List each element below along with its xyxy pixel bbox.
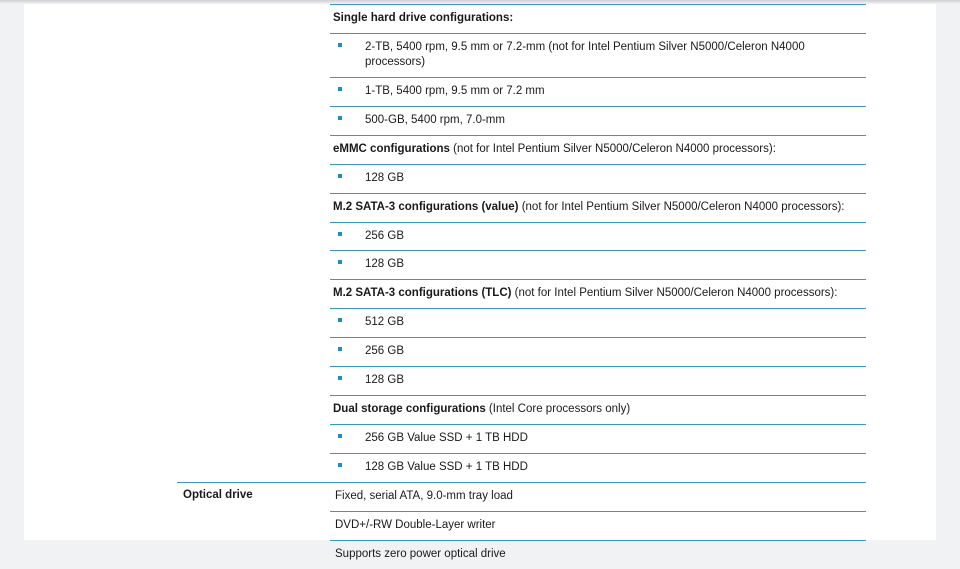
row-heading-note: (not for Intel Pentium Silver N5000/Celeron N4000 processors):	[449, 142, 776, 155]
row-text: 128 GB	[365, 258, 404, 271]
table-row	[330, 453, 866, 482]
row-text: 500-GB, 5400 rpm, 7.0-mm	[365, 113, 505, 126]
spec-group-label-storage	[177, 4, 330, 482]
row-text: 256 GB	[365, 229, 404, 242]
table-row	[330, 540, 866, 569]
table-row	[330, 279, 866, 308]
page-top-shadow	[0, 0, 960, 4]
row-heading: M.2 SATA-3 configurations (TLC)	[333, 287, 512, 300]
spec-group-content-storage	[330, 4, 866, 482]
table-row	[330, 222, 866, 251]
row-text: 128 GB	[365, 374, 404, 387]
row-heading-note: (not for Intel Pentium Silver N5000/Celeron N4000 processors):	[511, 287, 838, 300]
row-heading: Dual storage configurations	[333, 403, 486, 416]
table-row	[330, 193, 866, 222]
table-row	[330, 511, 866, 540]
table-row	[330, 77, 866, 106]
table-row	[330, 337, 866, 366]
table-row	[330, 135, 866, 164]
row-text: Supports zero power optical drive	[335, 547, 506, 560]
table-row	[330, 424, 866, 453]
row-text: 512 GB	[365, 316, 404, 329]
row-heading: Single hard drive configurations:	[333, 12, 514, 24]
row-text: 128 GB	[365, 171, 404, 184]
row-heading: eMMC configurations	[333, 142, 450, 155]
row-text: DVD+/-RW Double-Layer writer	[335, 518, 496, 531]
bullet-icon	[338, 116, 342, 120]
row-text: 2-TB, 5400 rpm, 9.5 mm or 7.2-mm (not for Intel Pentium Silver N5000/Celeron N4000 processors)	[365, 40, 805, 68]
row-text: 256 GB	[365, 345, 404, 358]
row-text: 256 GB Value SSD + 1 TB HDD	[365, 432, 528, 445]
row-text: 128 GB Value SSD + 1 TB HDD	[365, 461, 528, 473]
table-row	[330, 308, 866, 337]
bullet-icon	[338, 376, 342, 380]
row-text: 1-TB, 5400 rpm, 9.5 mm or 7.2 mm	[365, 84, 545, 97]
row-text: Fixed, serial ATA, 9.0-mm tray load	[335, 489, 513, 502]
table-row	[330, 106, 866, 135]
spec-group-optical-drive	[177, 483, 866, 569]
document-page	[24, 0, 936, 560]
row-heading: M.2 SATA-3 configurations (value)	[333, 200, 519, 213]
bullet-icon	[338, 318, 342, 322]
table-row	[330, 164, 866, 193]
table-row	[330, 4, 866, 33]
bullet-icon	[338, 43, 342, 47]
bullet-icon	[338, 87, 342, 91]
bullet-icon	[338, 347, 342, 351]
specifications-table	[177, 4, 866, 569]
spec-group-content-optical-drive	[330, 483, 866, 569]
bullet-icon	[338, 174, 342, 178]
spec-group-storage	[177, 4, 866, 482]
bullet-icon	[338, 260, 342, 264]
bullet-icon	[338, 463, 342, 467]
spec-group-label-optical-drive: Optical drive	[183, 488, 253, 501]
table-row	[330, 483, 866, 511]
row-heading-note: (not for Intel Pentium Silver N5000/Celeron N4000 processors):	[518, 200, 845, 213]
row-heading-note: (Intel Core processors only)	[485, 403, 631, 416]
table-row	[330, 250, 866, 279]
table-row	[330, 33, 866, 77]
table-row	[330, 366, 866, 395]
table-row	[330, 395, 866, 424]
bullet-icon	[338, 232, 342, 236]
bullet-icon	[338, 434, 342, 438]
